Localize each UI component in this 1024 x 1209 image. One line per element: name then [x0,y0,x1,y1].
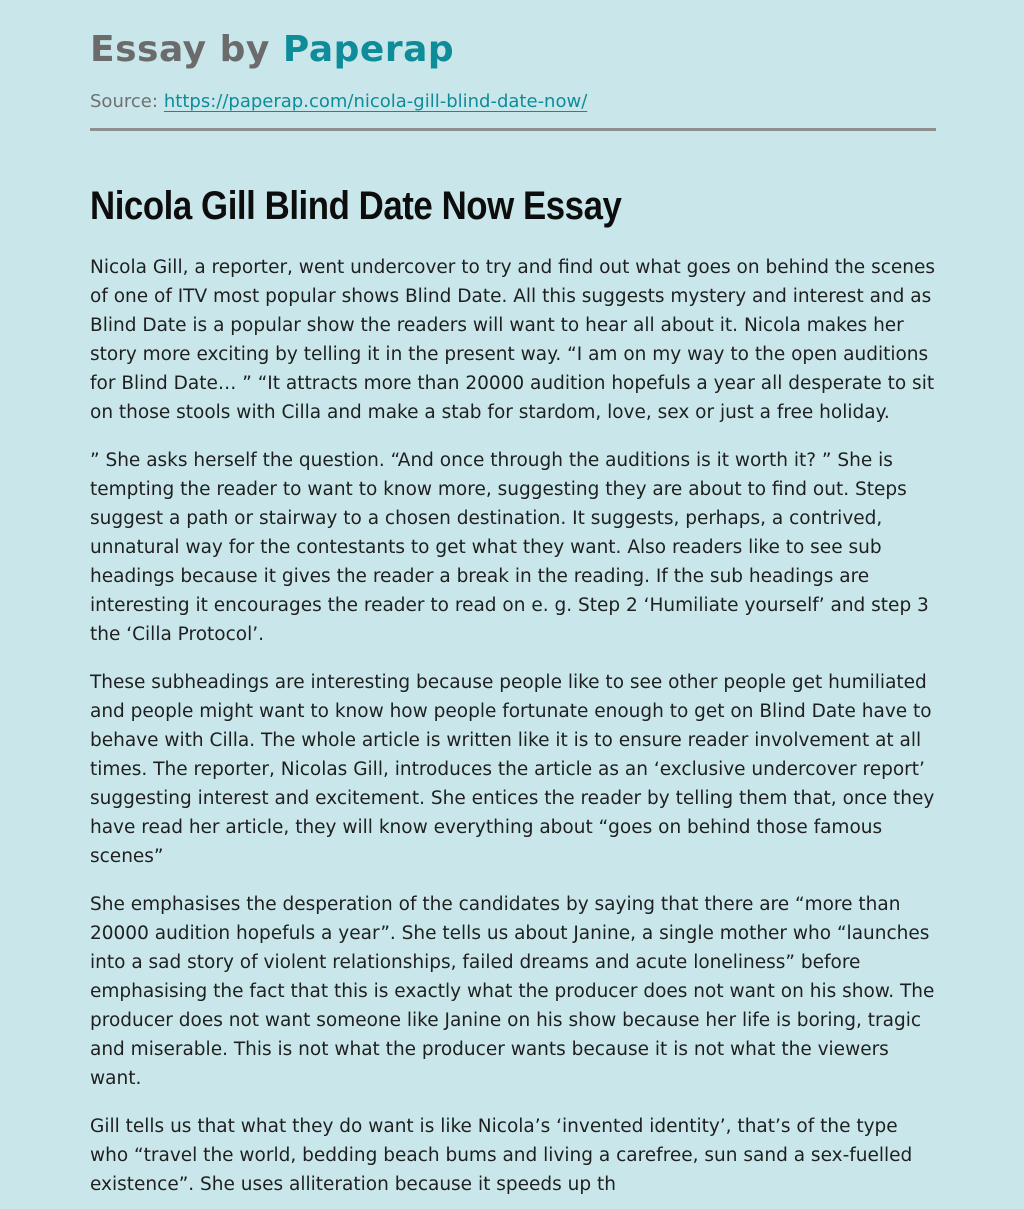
divider [90,128,936,131]
source-row [90,90,936,114]
essay-paragraph: Gill tells us that what they do want is like Nicola’s ‘invented identity’, that’s of the type who “travel the world, bedding beach bums and living a carefree, sun sand a sex-fuelled existence”. She uses alliteration because it speeds up th [90,1116,913,1195]
essay-paragraph: These subheadings are interesting because people like to see other people get humiliated and people might want to know how people fortunate enough to get on Blind Date have to behave with Cilla. The whole article is written like it is to ensure reader involvement at all times. The reporter, Nicolas Gill, introduces the article as an ‘exclusive undercover report’ suggesting interest and excitement. She entices the reader by telling them that, once they have read her article, they will know everything about “goes on behind those famous scenes” [90,672,935,867]
source-link[interactable]: https://paperap.com/nicola-gill-blind-date-now/ [163,91,588,112]
essay-paragraph: Nicola Gill, a reporter, went undercover to try and find out what goes on behind the scenes of one of ITV most popular shows Blind Date. All this suggests mystery and interest and as Blind Date is a popular show the readers will want to hear all about it. Nicola makes her story more exciting by telling it in the present way. “I am on my way to the open auditions for Blind Date… ” “It attracts more than 20000 audition hopefuls a year all desperate to sit on those stools with Cilla and make a stab for stardom, love, sex or just a free holiday. [90,257,936,423]
page-title [90,28,936,72]
essay-paragraph: She emphasises the desperation of the candidates by saying that there are “more than 20000 audition hopefuls a year”. She tells us about Janine, a single mother who “launches into a sad story of violent relationships, failed dreams and acute loneliness” before emphasising the fact that this is exactly what the producer does not want on his show. The producer does not want someone like Janine on his show because her life is boring, tragic and miserable. This is not what the producer wants because it is not what the viewers want. [90,894,935,1089]
essay-paragraph: ” She asks herself the question. “And once through the auditions is it worth it? ” She is tempting the reader to want to know more, suggesting they are about to find out. Steps suggest a path or stairway to a chosen destination. It suggests, perhaps, a contrived, unnatural way for the contestants to get what they want. Also readers like to see sub headings because it gives the reader a break in the reading. If the sub headings are interesting it encourages the reader to read on e. g. Step 2 ‘Humiliate yourself’ and step 3 the ‘Cilla Protocol’. [90,450,929,645]
source-label: Source: [90,91,158,112]
essay-body [90,253,936,1199]
essay-title: Nicola Gill Blind Date Now Essay [90,184,622,228]
brand-name: Paperap [282,29,455,70]
title-prefix: Essay by [90,29,270,70]
